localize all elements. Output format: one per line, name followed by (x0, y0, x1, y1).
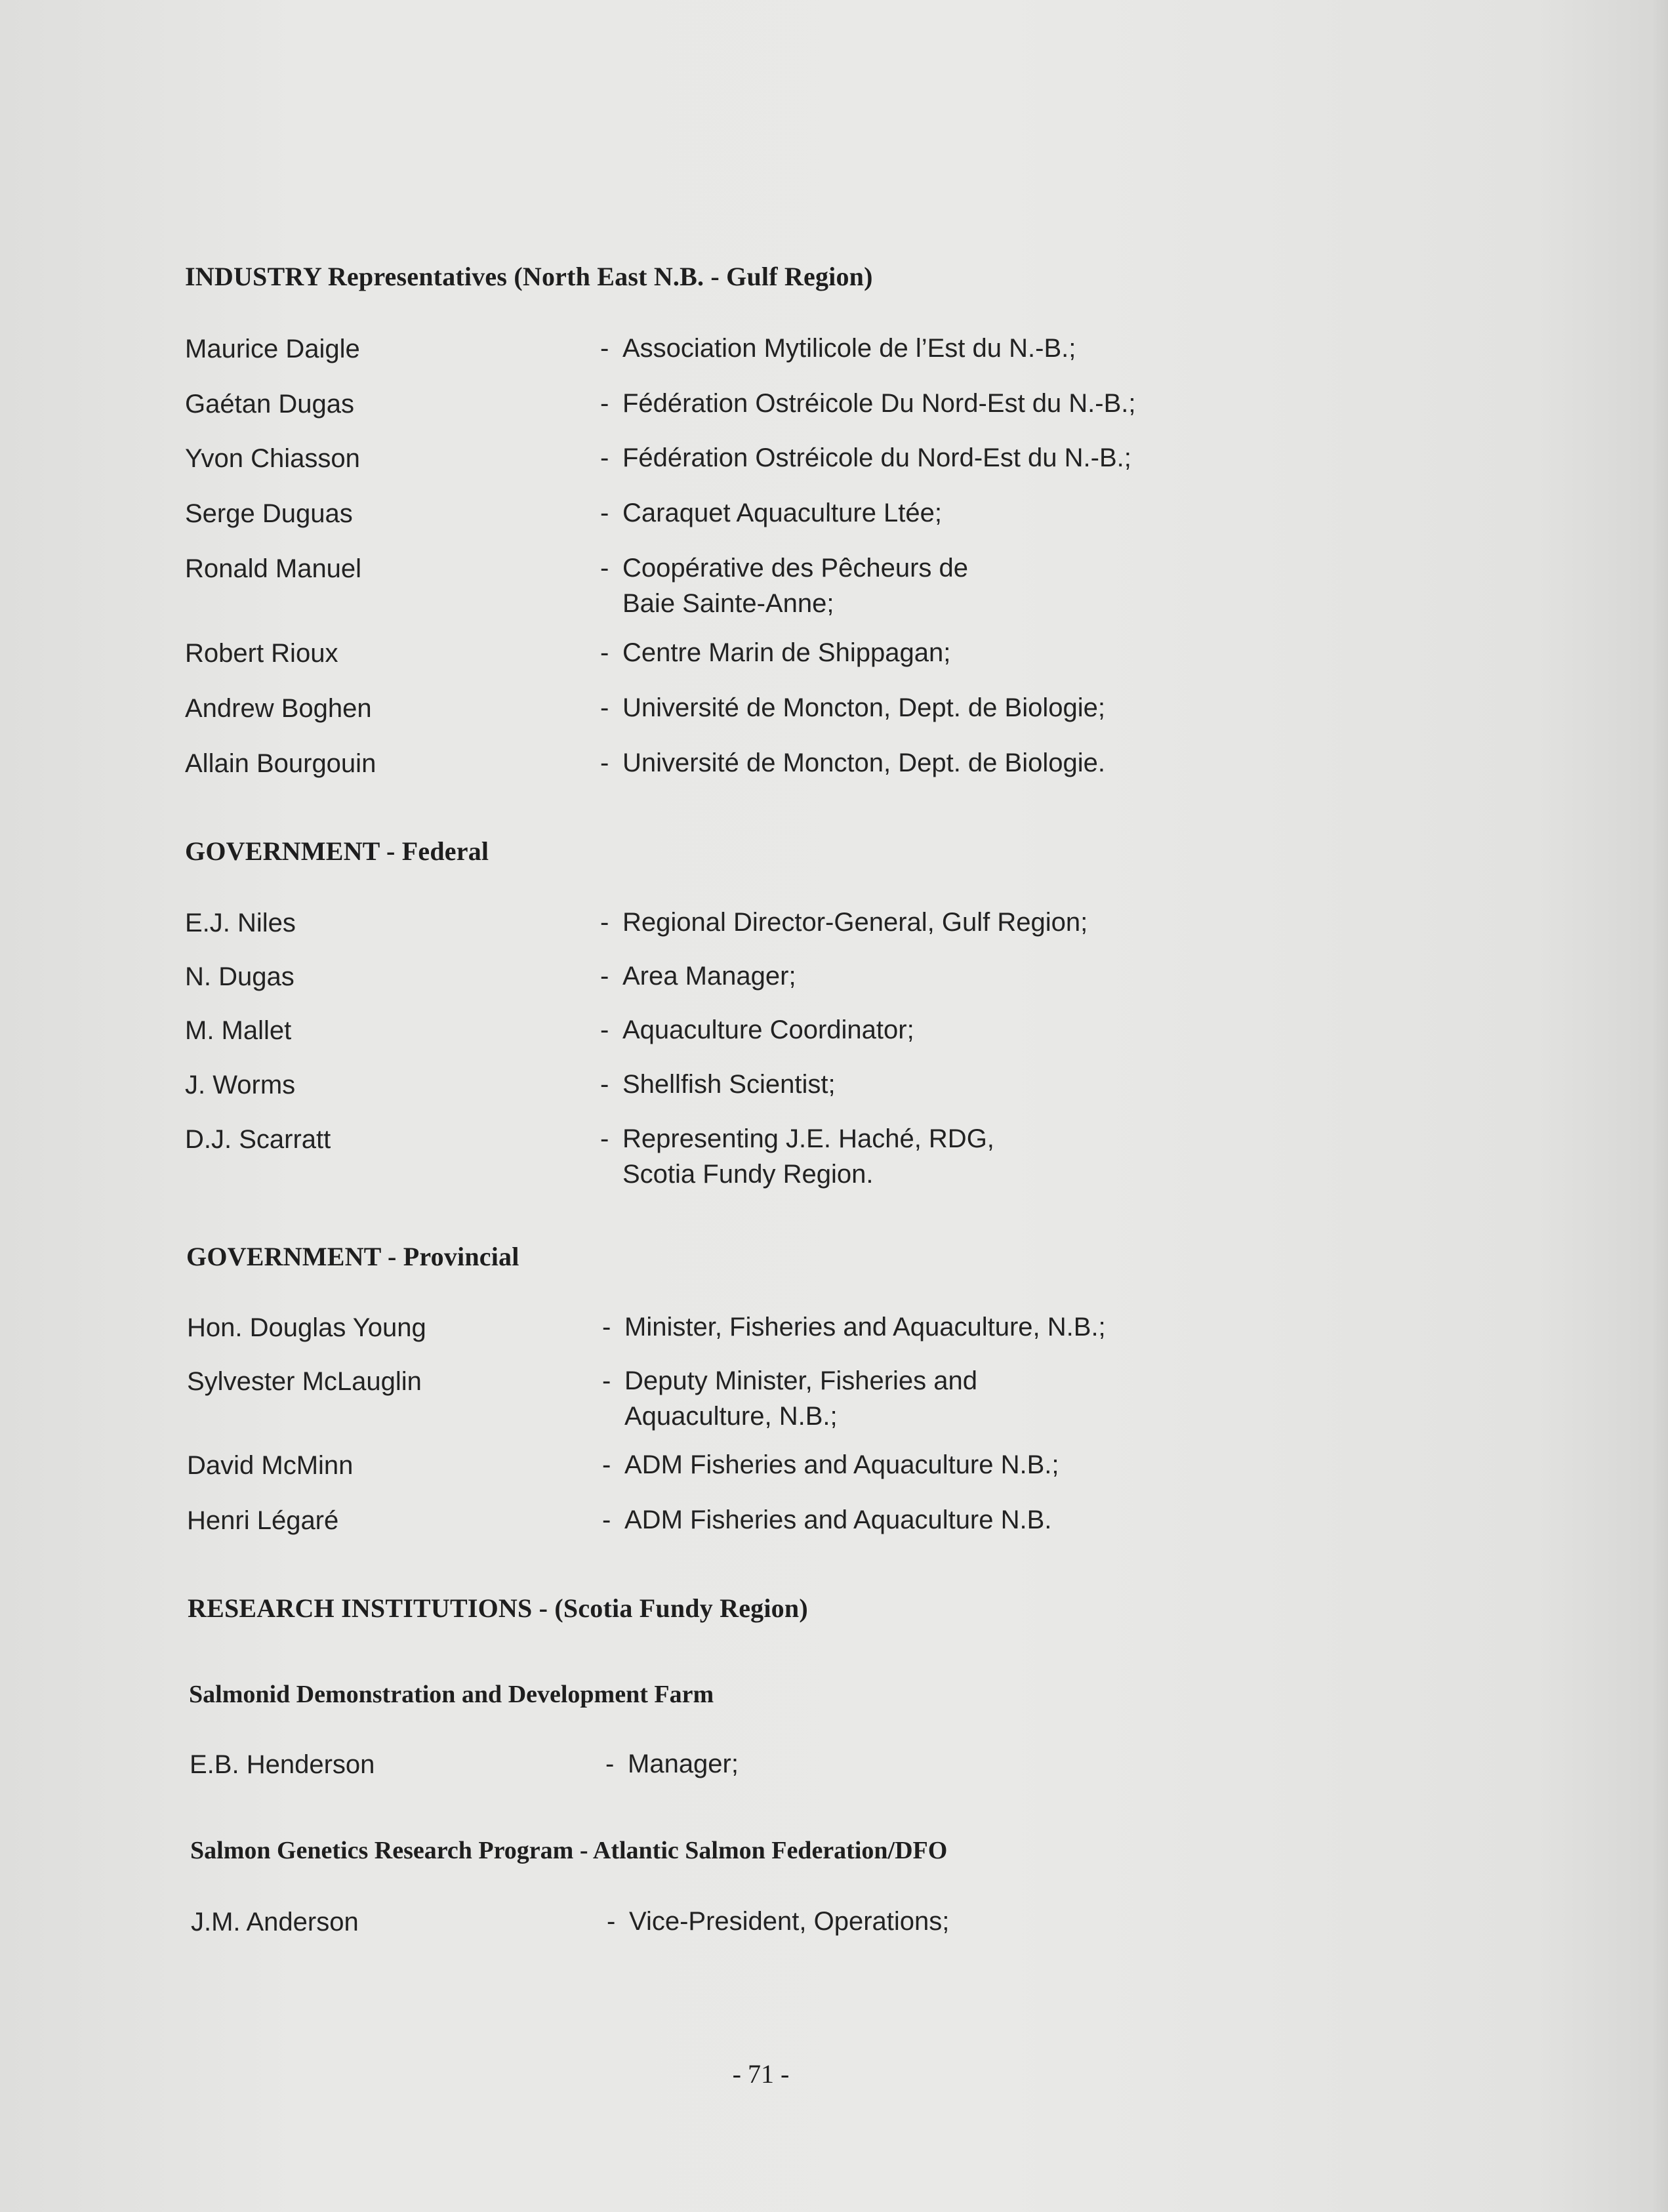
federal-name: M. Mallet (185, 1016, 292, 1045)
research-name: E.B. Henderson (190, 1750, 375, 1779)
section-heading-industry: INDUSTRY Representatives (North East N.B. - Gulf Region) (185, 262, 873, 291)
federal-name: D.J. Scarratt (185, 1125, 331, 1154)
subsection-heading-salmonid-farm: Salmonid Demonstration and Development Farm (189, 1681, 714, 1708)
page-edge (1650, 0, 1668, 2212)
industry-role: - Association Mytilicole de l’Est du N.-B.; (600, 334, 1076, 363)
federal-role: - Shellfish Scientist; (600, 1070, 836, 1099)
federal-role: - Area Manager; (600, 962, 796, 991)
industry-role: - Fédération Ostréicole du Nord-Est du N.-B.; (600, 443, 1131, 472)
provincial-role: - Minister, Fisheries and Aquaculture, N.B.; (602, 1313, 1106, 1342)
industry-role: - Centre Marin de Shippagan; (600, 638, 951, 667)
federal-role: - Aquaculture Coordinator; (600, 1015, 914, 1044)
federal-role: - Representing J.E. Haché, RDG, Scotia Fundy Region. (600, 1124, 994, 1189)
industry-role: - Fédération Ostréicole Du Nord-Est du N.-B.; (600, 389, 1136, 418)
page-number: - 71 - (732, 2059, 790, 2089)
research-role: - Manager; (605, 1750, 739, 1778)
research-name: J.M. Anderson (191, 1908, 359, 1936)
industry-name: Yvon Chiasson (185, 444, 360, 473)
provincial-name: Henri Légaré (187, 1506, 339, 1535)
industry-name: Gaétan Dugas (185, 390, 354, 419)
provincial-role: - ADM Fisheries and Aquaculture N.B. (602, 1505, 1052, 1534)
industry-role: - Coopérative des Pêcheurs de Baie Sainte-Anne; (600, 554, 968, 618)
industry-name: Serge Duguas (185, 499, 353, 528)
industry-name: Maurice Daigle (185, 335, 360, 363)
federal-role: - Regional Director-General, Gulf Region; (600, 908, 1088, 937)
provincial-name: David McMinn (187, 1451, 354, 1480)
industry-role: - Université de Moncton, Dept. de Biologie; (600, 693, 1105, 722)
industry-name: Andrew Boghen (185, 694, 372, 723)
research-role: - Vice-President, Operations; (607, 1907, 950, 1936)
section-heading-research: RESEARCH INSTITUTIONS - (Scotia Fundy Region) (188, 1593, 808, 1623)
federal-name: E.J. Niles (185, 909, 296, 937)
provincial-name: Hon. Douglas Young (187, 1313, 426, 1342)
industry-name: Allain Bourgouin (185, 749, 376, 778)
section-heading-provincial: GOVERNMENT - Provincial (186, 1242, 519, 1271)
industry-role: - Université de Moncton, Dept. de Biologie. (600, 748, 1105, 777)
federal-name: J. Worms (185, 1071, 296, 1099)
provincial-role: - Deputy Minister, Fisheries and Aquaculture, N.B.; (602, 1366, 978, 1431)
provincial-role: - ADM Fisheries and Aquaculture N.B.; (602, 1450, 1059, 1479)
industry-role: - Caraquet Aquaculture Ltée; (600, 499, 943, 527)
provincial-name: Sylvester McLauglin (187, 1367, 422, 1396)
federal-name: N. Dugas (185, 962, 295, 991)
subsection-heading-salmon-genetics: Salmon Genetics Research Program - Atlantic Salmon Federation/DFO (190, 1837, 948, 1864)
section-heading-federal: GOVERNMENT - Federal (185, 836, 489, 866)
industry-name: Ronald Manuel (185, 554, 362, 583)
industry-name: Robert Rioux (185, 639, 338, 668)
